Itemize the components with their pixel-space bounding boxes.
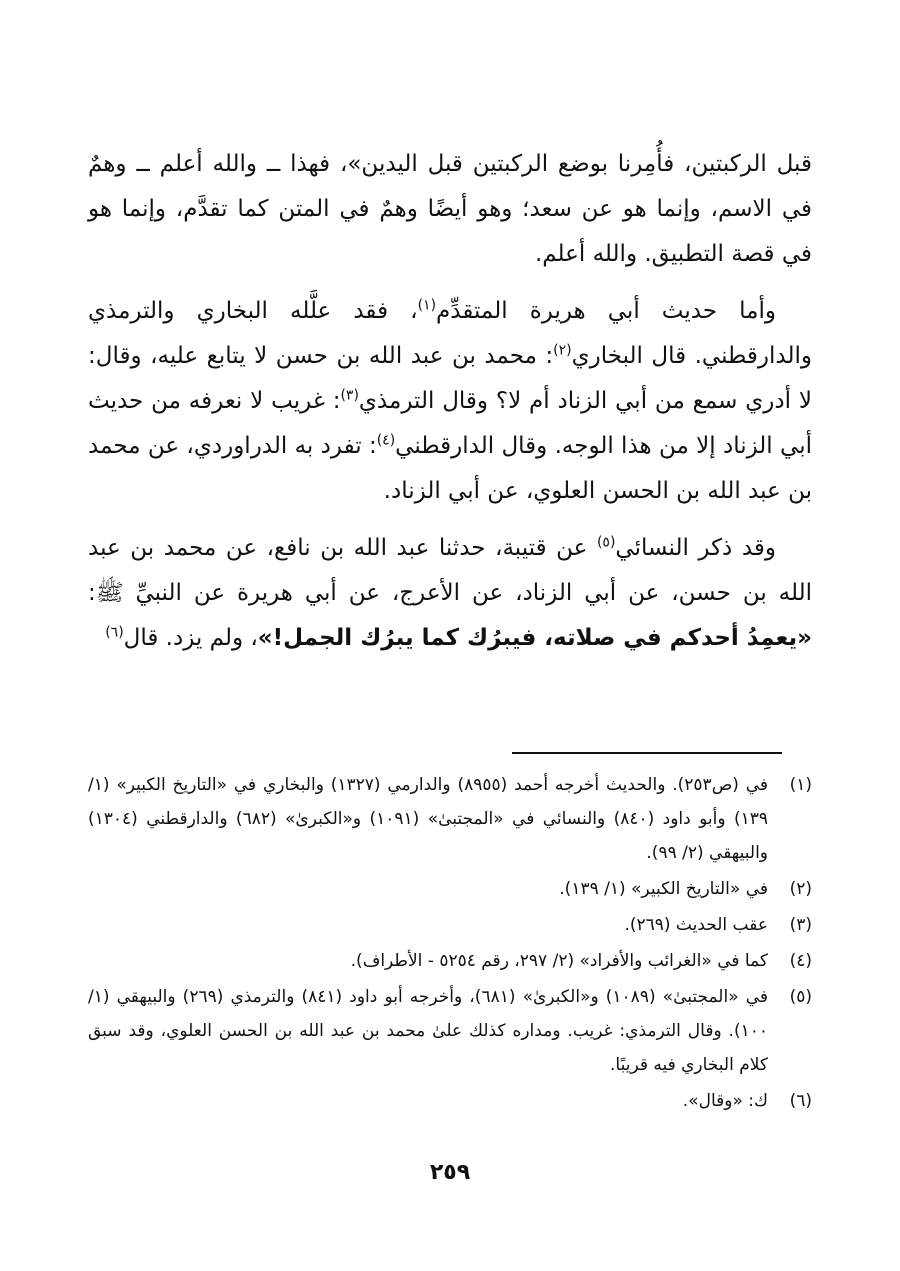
footnotes — [88, 768, 812, 1120]
footnote-number: (٥) — [789, 987, 812, 1007]
hadith-quote: «يعمِدُ أحدكم في صلاته، فيبرُك كما يبرُك الجمل!» — [257, 625, 812, 651]
paragraph-3-text: ، ولم يزد. قال — [123, 625, 258, 651]
footnote-6 — [88, 1084, 812, 1118]
footnote-ref-4[interactable]: (٤) — [376, 432, 396, 449]
footnote-number: (٤) — [789, 951, 812, 971]
paragraph-2 — [88, 289, 812, 514]
main-text — [88, 142, 812, 661]
footnote-number: (٦) — [789, 1091, 812, 1111]
footnote-ref-6[interactable]: (٦) — [105, 624, 124, 641]
page-number: ٢٥٩ — [429, 1160, 471, 1185]
paragraph-3 — [88, 526, 812, 661]
paragraph-2-text: وأما حديث أبي هريرة المتقدِّم — [436, 298, 776, 324]
paragraph-1-text: قبل الركبتين، فأُمِرنا بوضع الركبتين قبل اليدين»، فهذا ــ والله أعلم ــ وهمٌ في الاسم، وإنما هو عن سعد؛ وهو أيضًا وهمٌ في المتن كما تقدَّم، وإنما هو في قصة التطبيق. والله أعلم. — [88, 151, 812, 267]
paragraph-2-text: : تفرد به الدراوردي، عن محمد بن عبد الله بن الحسن العلوي، عن أبي الزناد. — [88, 433, 812, 504]
footnote-ref-5[interactable]: (٥) — [596, 534, 616, 551]
paragraph-3-text: وقد ذكر النسائي — [615, 535, 776, 561]
paragraph-3-text: عن قتيبة، حدثنا عبد الله بن نافع، عن محمد بن عبد الله بن حسن، عن أبي الزناد، عن الأعرج، عن أبي هريرة عن النبيِّ ﷺ: — [88, 535, 812, 606]
paragraph-2-text: : محمد بن عبد الله بن حسن لا يتابع عليه، وقال: لا أدري سمع من أبي الزناد أم لا؟ وقال الترمذي — [88, 343, 812, 414]
footnote-text: عقب الحديث (٢٦٩). — [624, 915, 768, 935]
footnote-ref-1[interactable]: (١) — [417, 297, 437, 314]
paragraph-1 — [88, 142, 812, 277]
footnote-text: كما في «الغرائب والأفراد» (٢/ ٢٩٧، رقم ٥٢٥٤ - الأطراف). — [350, 951, 768, 971]
footnote-3 — [88, 908, 812, 942]
paragraph-2-text: : غريب لا نعرفه من حديث أبي الزناد إلا من هذا الوجه. وقال الدارقطني — [88, 388, 812, 459]
footnote-text: في «المجتبىٰ» (١٠٨٩) و«الكبرىٰ» (٦٨١)، وأخرجه أبو داود (٨٤١) والترمذي (٢٦٩) والبيهقي (١/ ١٠٠). وقال الترمذي: غريب. ومداره كذلك علىٰ محمد بن عبد الله بن الحسن العلوي، وقد سبق كلام البخاري فيه قريبًا. — [88, 987, 769, 1075]
footnote-4 — [88, 944, 812, 978]
footnote-text: في (ص٢٥٣). والحديث أخرجه أحمد (٨٩٥٥) والدارمي (١٣٢٧) والبخاري في «التاريخ الكبير» (١/ ١٣٩) وأبو داود (٨٤٠) والنسائي في «المجتبىٰ» (١٠٩١) و«الكبرىٰ» (٦٨٢) والدارقطني (١٣٠٤) والبيهقي (٢/ ٩٩). — [88, 775, 769, 863]
footnote-text: ك: «وقال». — [682, 1091, 768, 1111]
footnote-number: (٢) — [789, 879, 812, 899]
footnote-2 — [88, 872, 812, 906]
paragraph-2-text: ، فقد علَّله البخاري والترمذي والدارقطني. قال البخاري — [88, 298, 812, 369]
footnote-divider — [512, 752, 782, 754]
footnote-ref-3[interactable]: (٣) — [340, 387, 359, 404]
footnote-number: (٣) — [789, 915, 812, 935]
footnote-5 — [88, 980, 812, 1082]
footnote-number: (١) — [789, 775, 812, 795]
footnote-1 — [88, 768, 812, 870]
footnote-text: في «التاريخ الكبير» (١/ ١٣٩). — [559, 879, 768, 899]
footnote-ref-2[interactable]: (٢) — [553, 342, 572, 359]
